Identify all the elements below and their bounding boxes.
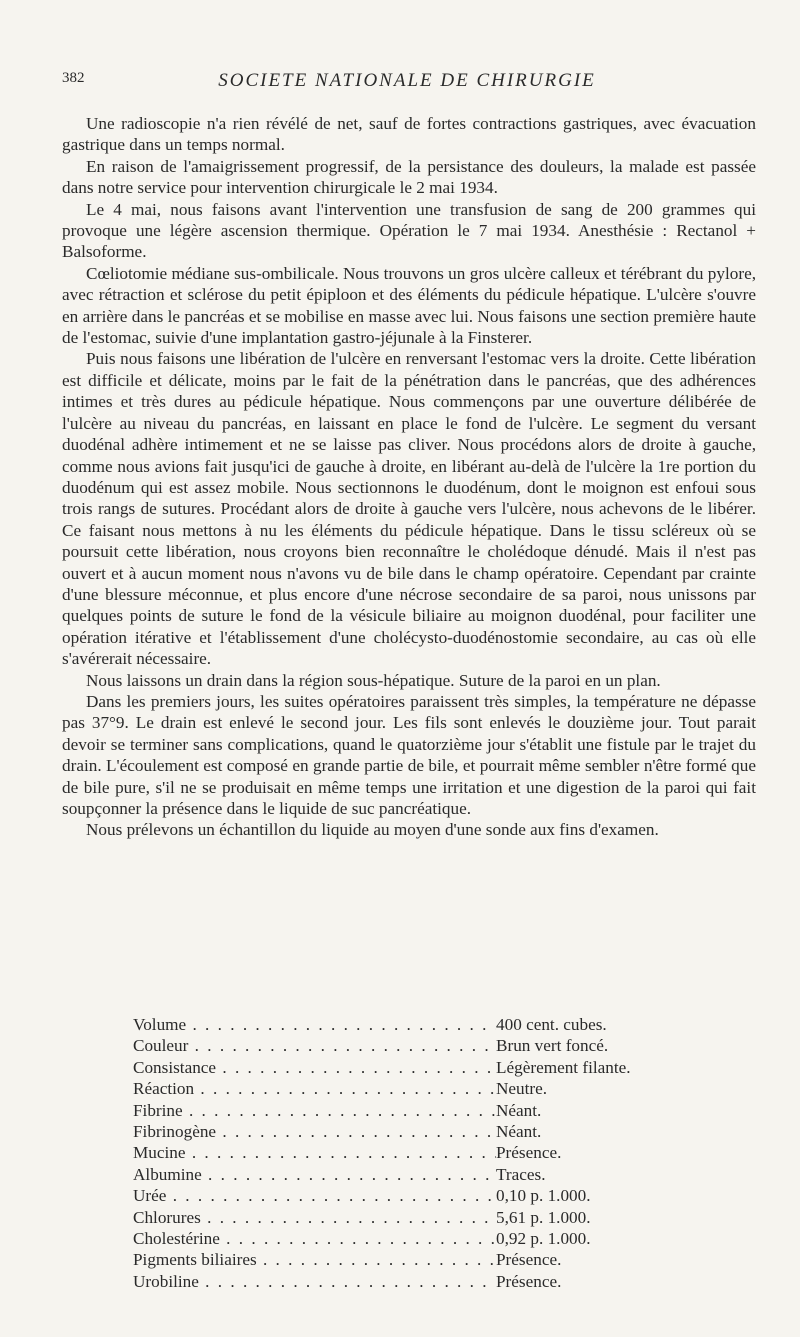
analysis-value: Présence. [496, 1143, 562, 1163]
analysis-label: Fibrine . . . [133, 1100, 496, 1121]
page-number: 382 [62, 70, 85, 86]
analysis-value: Traces. [496, 1164, 546, 1184]
paragraph: Cœliotomie médiane sus-ombilicale. Nous trouvons un gros ulcère calleux et térébrant du pylore, avec rétraction et sclérose du petit épiploon et des éléments du pédicule hépatique. L'ulcère s'ouvre en arrière dans le pancréas et se mobilise en masse avec lui. Nous faisons une section première haute de l'estomac, suivie d'une implantation gastro-jéjunale à la Finsterer. [62, 263, 756, 348]
analysis-row [133, 1207, 693, 1228]
analysis-value: Légèrement filante. [496, 1057, 631, 1077]
analysis-row [133, 1014, 693, 1035]
analysis-row [133, 1185, 693, 1206]
running-title: SOCIETE NATIONALE DE CHIRURGIE [218, 70, 596, 91]
analysis-label: Pigments biliaires . . . [133, 1249, 496, 1270]
analysis-label: Volume . . . [133, 1014, 496, 1035]
analysis-row [133, 1057, 693, 1078]
analysis-value: 400 cent. cubes. [496, 1015, 607, 1034]
analysis-value: Brun vert foncé. [496, 1036, 609, 1056]
analysis-value: Présence. [496, 1271, 562, 1291]
analysis-row [133, 1142, 693, 1163]
paragraph: Le 4 mai, nous faisons avant l'intervention une transfusion de sang de 200 grammes qui provoque une légère ascension thermique. Opération le 7 mai 1934. Anesthésie : Rectanol + Balsoforme. [62, 199, 756, 262]
paragraph: Une radioscopie n'a rien révélé de net, sauf de fortes contractions gastriques, avec évacuation gastrique dans un temps normal. [62, 114, 756, 155]
paragraph: Nous laissons un drain dans la région sous-hépatique. Suture de la paroi en un plan. [86, 670, 661, 690]
analysis-label: Consistance . . . [133, 1057, 496, 1078]
analysis-label: Couleur . . . [133, 1035, 496, 1056]
analysis-label: Cholestérine . . . [133, 1228, 496, 1249]
analysis-row [133, 1121, 693, 1142]
analysis-label: Mucine . . . [133, 1142, 496, 1163]
analysis-label: Albumine . . . [133, 1164, 496, 1185]
paragraph: Dans les premiers jours, les suites opératoires paraissent très simples, la température ne dépasse pas 37°9. Le drain est enlevé le second jour. Les fils sont enlevés le douzième jour. Tout parait devoir se terminer sans complications, quand le quatorzième jour s'établit une fistule par le trajet du drain. L'écoulement est composé en grande partie de bile, et pourrait même sembler n'être formé que de bile pure, s'il ne se produisait en même temps une irritation et une digestion de la paroi qui fait soupçonner la présence dans le liquide de suc pancréatique. [62, 691, 756, 818]
analysis-value: 0,10 p. 1.000. [496, 1186, 591, 1206]
analysis-value: Néant. [496, 1121, 542, 1141]
analysis-row [133, 1228, 693, 1249]
body-text [62, 113, 756, 841]
analysis-table [133, 1014, 693, 1292]
page-header [62, 70, 752, 98]
analysis-label: Réaction . . . [133, 1078, 496, 1099]
analysis-value: Néant. [496, 1100, 542, 1120]
paragraph: Puis nous faisons une libération de l'ulcère en renversant l'estomac vers la droite. Cette libération est difficile et délicate, moins par le fait de la pénétration dans le pancréas, que des adhérences intimes et très dures au pédicule hépatique. Nous commençons par une ouverture délibérée de l'ulcère au niveau du pancréas, en laissant en place le fond de l'ulcère. Le segment du versant duodénal adhère intimement et ne se laisse pas cliver. Nous procédons alors de droite à gauche, comme nous avions fait jusqu'ici de gauche à droite, en libérant au-delà de l'ulcère la 1re portion du duodénum qui est assez mobile. Nous sectionnons le duodénum, dont le moignon est enfoui sous trois rangs de sutures. Procédant alors de droite à gauche vers l'ulcère, nous achevons de le libérer. Ce faisant nous mettons à nu les éléments du pédicule hépatique. Dans le tissu scléreux où se poursuit cette libération, nous croyons bien reconnaître le cholédoque dénudé. Mais il n'est pas ouvert et à aucun moment nous n'avons vu de bile dans le champ opératoire. Cependant par crainte d'une blessure méconnue, et plus encore d'une nécrose secondaire de sa paroi, nous unissons par quelques points de suture le fond de la vésicule biliaire au moignon duodénal, pour faciliter une opération itérative et l'établissement d'une cholécysto-duodénostomie secondaire, au cas où elle s'avérerait nécessaire. [62, 349, 756, 669]
analysis-value: 5,61 p. 1.000. [496, 1207, 591, 1227]
paragraph: Nous prélevons un échantillon du liquide au moyen d'une sonde aux fins d'examen. [86, 820, 659, 840]
analysis-value: 0,92 p. 1.000. [496, 1228, 591, 1248]
analysis-row [133, 1035, 693, 1056]
analysis-row [133, 1078, 693, 1099]
analysis-row [133, 1164, 693, 1185]
analysis-value: Neutre. [496, 1079, 548, 1099]
analysis-label: Fibrinogène . . . [133, 1121, 496, 1142]
analysis-label: Chlorures . . . [133, 1207, 496, 1228]
analysis-row [133, 1249, 693, 1270]
analysis-value: Présence. [496, 1250, 562, 1270]
analysis-label: Urée . . . [133, 1185, 496, 1206]
paragraph: En raison de l'amaigrissement progressif, de la persistance des douleurs, la malade est passée dans notre service pour intervention chirurgicale le 2 mai 1934. [62, 156, 756, 198]
analysis-label: Urobiline . . . [133, 1271, 496, 1292]
analysis-row [133, 1271, 693, 1292]
analysis-row [133, 1100, 693, 1121]
